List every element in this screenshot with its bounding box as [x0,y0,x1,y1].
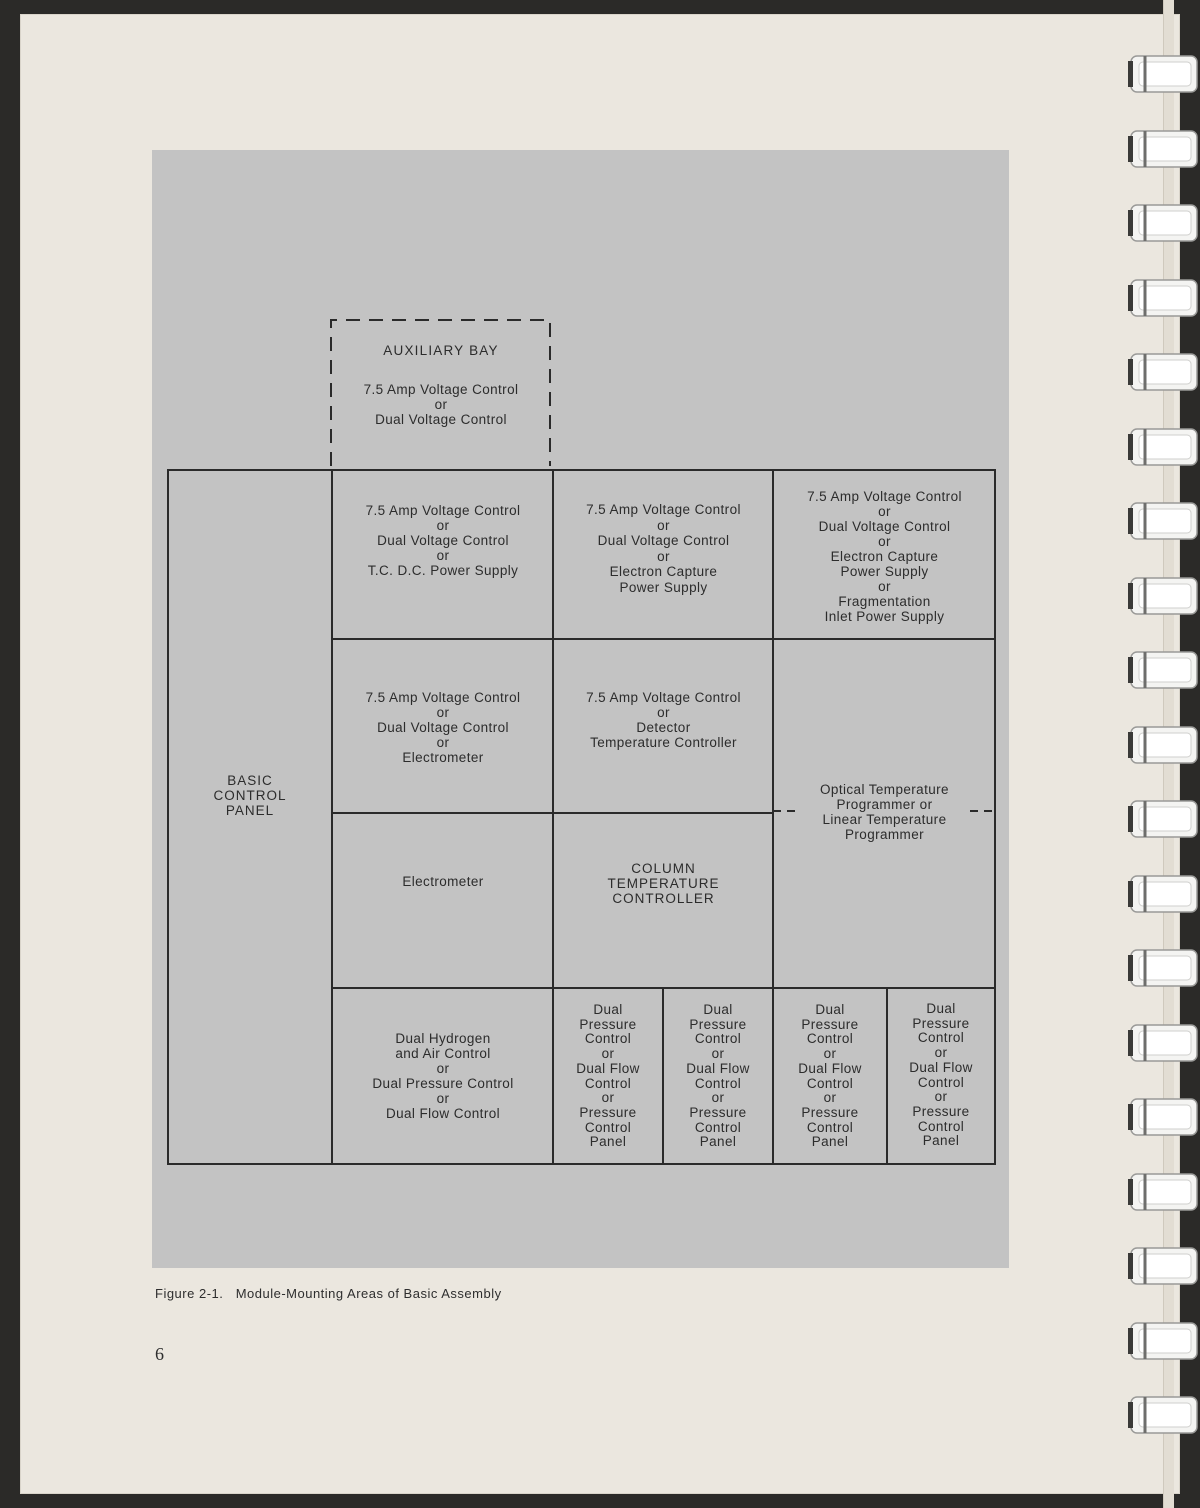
binding-ring [1125,946,1200,990]
module-row4-col1: Dual Hydrogen and Air Control or Dual Pressure Control or Dual Flow Control [372,1031,514,1121]
page-number: 6 [155,1344,164,1364]
binding-ring [1125,1244,1200,1288]
binding-ring [1125,425,1200,469]
binding-ring [1125,1021,1200,1065]
binding-ring [1125,648,1200,692]
binding-ring [1125,201,1200,245]
binding-ring [1125,127,1200,171]
module-row1-col1: 7.5 Amp Voltage Control or Dual Voltage Control or T.C. D.C. Power Supply [365,503,521,578]
module-row4-small-1: Dual Pressure Control or Dual Flow Control or Pressure Control Panel [576,1002,640,1150]
module-row3-col1: Electrometer [402,874,484,889]
binding-ring [1125,797,1200,841]
binding-ring [1125,350,1200,394]
module-row4-small-4: Dual Pressure Control or Dual Flow Control or Pressure Control Panel [909,1001,973,1149]
basic-control-panel-label: BASIC CONTROL PANEL [213,773,287,818]
auxiliary-bay-options: 7.5 Amp Voltage Control or Dual Voltage Control [363,382,519,427]
figure-caption: Figure 2-1. Module-Mounting Areas of Basic Assembly [155,1286,502,1301]
binding-ring [1125,1319,1200,1363]
spiral-binding [1125,40,1200,1470]
binding-ring [1125,1170,1200,1214]
binding-ring [1125,1095,1200,1139]
module-row2-col2: 7.5 Amp Voltage Control or Detector Temperature Controller [586,690,741,750]
auxiliary-bay-title: AUXILIARY BAY [383,343,499,358]
binding-ring [1125,723,1200,767]
module-row4-small-3: Dual Pressure Control or Dual Flow Control or Pressure Control Panel [798,1002,862,1150]
binding-ring [1125,52,1200,96]
binding-ring [1125,499,1200,543]
module-row1-col2: 7.5 Amp Voltage Control or Dual Voltage Control or Electron Capture Power Supply [586,502,741,595]
module-temperature-programmer: Optical Temperature Programmer or Linear Temperature Programmer [820,782,949,842]
binding-ring [1125,1393,1200,1437]
module-row2-col1: 7.5 Amp Voltage Control or Dual Voltage Control or Electrometer [365,690,521,765]
module-column-temperature-controller: COLUMN TEMPERATURE CONTROLLER [607,861,720,906]
binding-ring [1125,872,1200,916]
module-row4-small-2: Dual Pressure Control or Dual Flow Control or Pressure Control Panel [686,1002,750,1150]
binding-ring [1125,276,1200,320]
binding-ring [1125,574,1200,618]
module-row1-col3: 7.5 Amp Voltage Control or Dual Voltage Control or Electron Capture Power Supply or Fragmentation Inlet Power Supply [807,489,962,624]
